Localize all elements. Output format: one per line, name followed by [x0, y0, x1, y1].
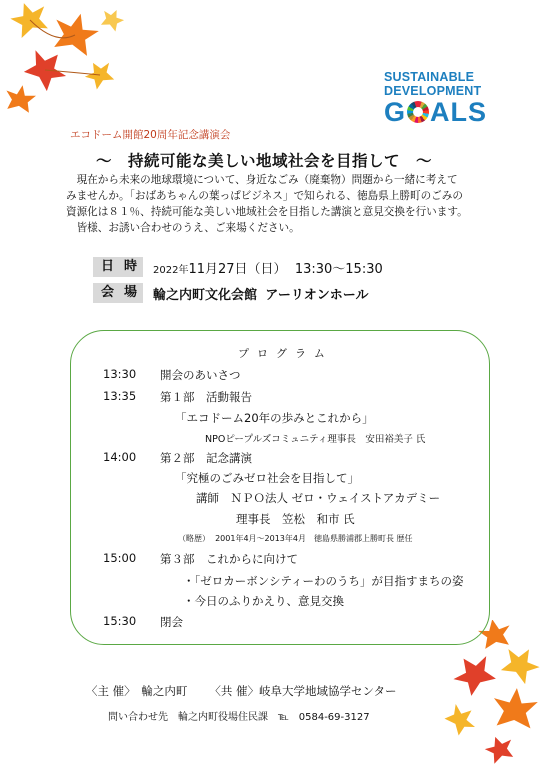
event-year: 2022年: [153, 264, 189, 276]
sdgs-logo-goals: [384, 98, 492, 126]
event-time: 13:30～15:30: [294, 261, 383, 277]
datetime-label: 日時: [93, 257, 143, 277]
leaf-icon: [98, 5, 126, 32]
program-time: 15:00: [103, 551, 137, 565]
contact-info: 問い合わせ先 輪之内町役場住民課 ℡ 0584-69-3127: [108, 712, 370, 723]
lecturer-bio: [178, 533, 413, 544]
program-bullet: ・今日のふりかえり、意見交換: [183, 594, 344, 608]
lecturer-name: 理事長 笠松 和市 氏: [236, 512, 355, 526]
leaf-icon: [482, 732, 517, 765]
event-subtitle: エコドーム開館20周年記念講演会: [70, 129, 231, 141]
datetime-value: [153, 258, 383, 277]
leaf-icon: [447, 647, 500, 699]
intro-line: 現在から未来の地球環境について、身近なごみ（廃棄物）問題から一緒に考えて: [66, 174, 458, 186]
program-time: 15:30: [103, 614, 137, 628]
leaf-icon: [3, 83, 37, 114]
lecturer-role: 講師 ＮＰＯ法人 ゼロ・ウェイストアカデミー: [196, 491, 441, 505]
intro-line: 皆様、お誘い合わせのうえ、ご来場ください。: [66, 222, 300, 234]
leaf-icon: [7, 0, 52, 39]
event-date: 11月27日（日）: [188, 261, 287, 277]
venue-hall: アーリオンホール: [265, 287, 369, 303]
sdgs-logo: [384, 70, 492, 136]
program-time: 14:00: [103, 450, 137, 464]
organizer: 〈主 催〉 輪之内町: [86, 684, 188, 698]
sdgs-logo-line2: DEVELOPMENT: [384, 84, 482, 98]
intro-text: [66, 172, 466, 236]
program-time: 13:30: [103, 367, 137, 381]
leaf-icon: [492, 686, 539, 729]
sdgs-wheel-icon: [407, 101, 429, 123]
program-part2: 第２部 記念講演: [160, 451, 252, 465]
event-title: ～ 持続可能な美しい地域社会を目指して ～: [96, 152, 433, 170]
cosponsor: 〈共 催〉岐阜大学地域協学センター: [209, 684, 397, 698]
goals-letters-als: ALS: [430, 97, 488, 127]
leaf-icon: [20, 42, 73, 95]
lecture-title: 「究極のごみゼロ社会を目指して」: [175, 471, 359, 485]
program-opening: 開会のあいさつ: [160, 368, 241, 382]
program-time: 13:35: [103, 389, 137, 403]
intro-line: 資源化は８１％、持続可能な美しい地域社会を目指した講演と意見交換を行います。: [66, 206, 468, 218]
report-speaker: NPOピープルズコミュニティ理事長 安田裕美子 氏: [205, 434, 426, 445]
bio-text: 2001年4月～2013年4月 徳島県勝浦郡上勝町長 歴任: [215, 534, 413, 543]
program-heading: プログラム: [238, 347, 333, 360]
program-closing: 閉会: [160, 615, 183, 629]
leaf-icon: [49, 8, 102, 57]
report-title: 「エコドーム20年の歩みとこれから」: [175, 411, 374, 425]
autumn-leaves-top-left: [0, 0, 140, 125]
program-part3: 第３部 これからに向けて: [160, 552, 298, 566]
datetime-row: [93, 257, 383, 277]
venue-name: 輪之内町文化会館: [153, 287, 258, 303]
leaf-icon: [442, 699, 481, 739]
program-part1: 第１部 活動報告: [160, 390, 252, 404]
sdgs-logo-line1: SUSTAINABLE: [384, 70, 475, 84]
goals-letter-g: G: [384, 97, 407, 127]
venue-value: [153, 284, 369, 303]
program-bullet: ・「ゼロカーボンシティーわのうち」が目指すまちの姿: [183, 574, 464, 588]
intro-line: みませんか。「おばあちゃんの葉っぱビジネス」で知られる、徳島県上勝町のごみの: [66, 190, 463, 202]
organizers-line: [86, 683, 397, 699]
leaf-icon: [497, 640, 543, 686]
bio-label: （略歴）: [178, 534, 210, 543]
venue-label: 会場: [93, 283, 143, 303]
venue-row: [93, 283, 369, 303]
